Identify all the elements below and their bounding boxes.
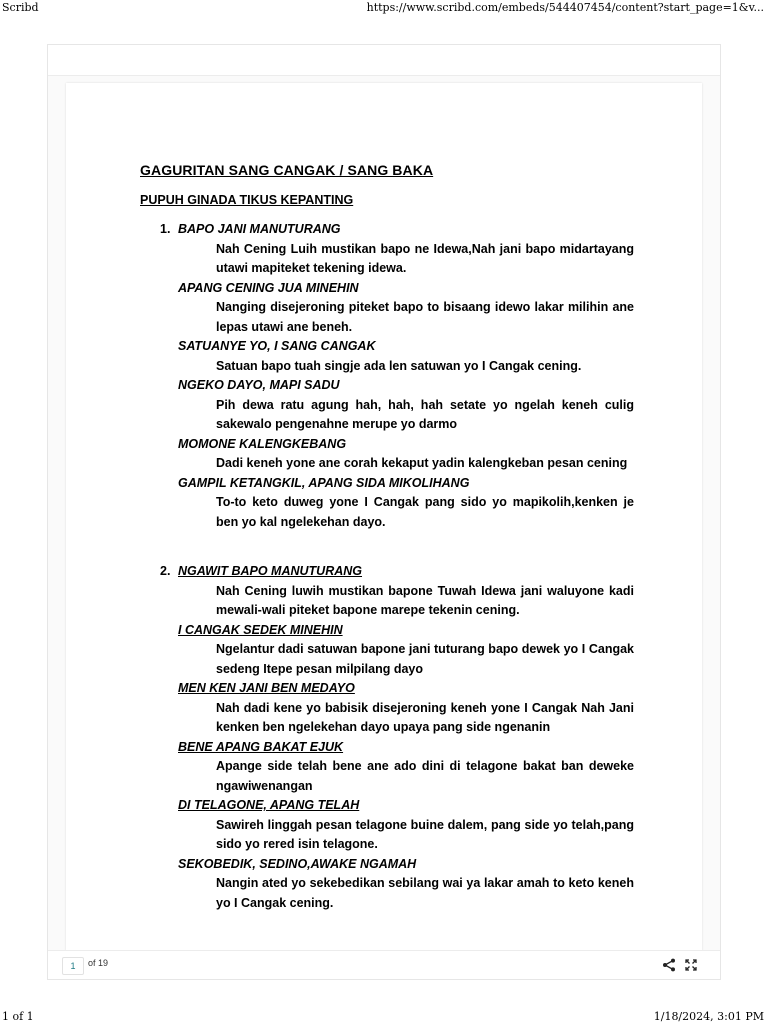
page-number-input[interactable]: 1	[62, 957, 84, 975]
verse-head: NGEKO DAYO, MAPI SADU	[178, 378, 340, 392]
verse-head: DI TELAGONE, APANG TELAH	[178, 798, 360, 812]
verse-body: Pih dewa ratu agung hah, hah, hah setate yo ngelah keneh culig sakewalo pengenahne merupe yo darmo	[216, 397, 634, 431]
verse-head: BENE APANG BAKAT EJUK	[178, 739, 344, 754]
verse-body: Nangin ated yo sekebedikan sebilang wai ya lakar amah to keto keneh yo I Cangak cening.	[216, 876, 634, 910]
document-viewer	[47, 44, 721, 980]
section-1	[140, 220, 634, 532]
verse-head: GAMPIL KETANGKIL, APANG SIDA MIKOLIHANG	[178, 475, 470, 490]
print-header	[0, 0, 768, 14]
verse-body: Nanging disejeroning piteket bapo to bisaang idewo lakar milihin ane lepas utawi ane beneh.	[216, 300, 634, 334]
section-number: 1.	[160, 222, 171, 236]
print-header-url: https://www.scribd.com/embeds/544407454/content?start_page=1&v...	[366, 1, 764, 14]
share-button[interactable]	[660, 956, 678, 974]
verse-body: Nah Cening luwih mustikan bapone Tuwah Idewa jani waluyone kadi mewali-wali piteket bapone marepe tekenin cening.	[216, 583, 634, 617]
verse-head: MEN KEN JANI BEN MEDAYO	[178, 681, 355, 695]
share-icon	[662, 958, 676, 972]
verse-head: SATUANYE YO, I SANG CANGAK	[178, 339, 376, 353]
verse-head: 2. NGAWIT BAPO MANUTURANG	[178, 562, 634, 582]
viewer-topbar	[48, 45, 720, 76]
page-content	[140, 161, 634, 913]
verse-body: Satuan bapo tuah singje ada len satuwan yo I Cangak cening.	[216, 358, 582, 373]
verse-body: Apange side telah bene ane ado dini di telagone bakat ban deweke ngawiwenangan	[216, 759, 634, 793]
page-total-label: of 19	[88, 958, 109, 968]
fullscreen-icon	[685, 959, 697, 971]
print-footer-datetime: 1/18/2024, 3:01 PM	[653, 1010, 764, 1023]
print-footer	[0, 1010, 768, 1024]
pupuh-heading: PUPUH GINADA TIKUS KEPANTING	[140, 192, 354, 207]
verse-body: Dadi keneh yone ane corah kekaput yadin kalengkeban pesan cening	[216, 456, 628, 470]
verse-head: 1. BAPO JANI MANUTURANG	[178, 220, 634, 240]
fullscreen-button[interactable]	[682, 956, 700, 974]
verse-head: APANG CENING JUA MINEHIN	[178, 280, 359, 295]
verse-head: I CANGAK SEDEK MINEHIN	[178, 622, 343, 637]
verse-body: Nah Cening Luih mustikan bapo ne Idewa,Nah jani bapo midartayang utawi mapiteket tekening idewa.	[216, 241, 634, 275]
verse-body: Ngelantur dadi satuwan bapone jani tuturang bapo dewek yo I Cangak sedeng Itepe pesan milpilang dayo	[216, 642, 634, 676]
verse-head: MOMONE KALENGKEBANG	[178, 436, 347, 451]
print-header-site: Scribd	[2, 1, 39, 14]
verse-body: Nah dadi kene yo babisik disejeroning keneh yone I Cangak Nah Jani kenken ben ngelekehan dayo upaya pang side ngenanin	[216, 700, 634, 734]
verse-body: To-to keto duweg yone I Cangak pang sido yo mapikolih,kenken je ben yo kal ngelekehan dayo.	[216, 495, 634, 529]
document-title: GAGURITAN SANG CANGAK / SANG BAKA	[140, 162, 434, 178]
document-page[interactable]	[66, 83, 702, 951]
viewer-toolbar	[48, 950, 720, 979]
verse-body: Sawireh linggah pesan telagone buine dalem, pang side yo telah,pang sido yo rered isin telagone.	[216, 817, 634, 851]
section-number: 2.	[160, 564, 171, 578]
section-2	[140, 562, 634, 913]
verse-head: SEKOBEDIK, SEDINO,AWAKE NGAMAH	[178, 856, 417, 871]
print-footer-pages: 1 of 1	[2, 1010, 34, 1023]
